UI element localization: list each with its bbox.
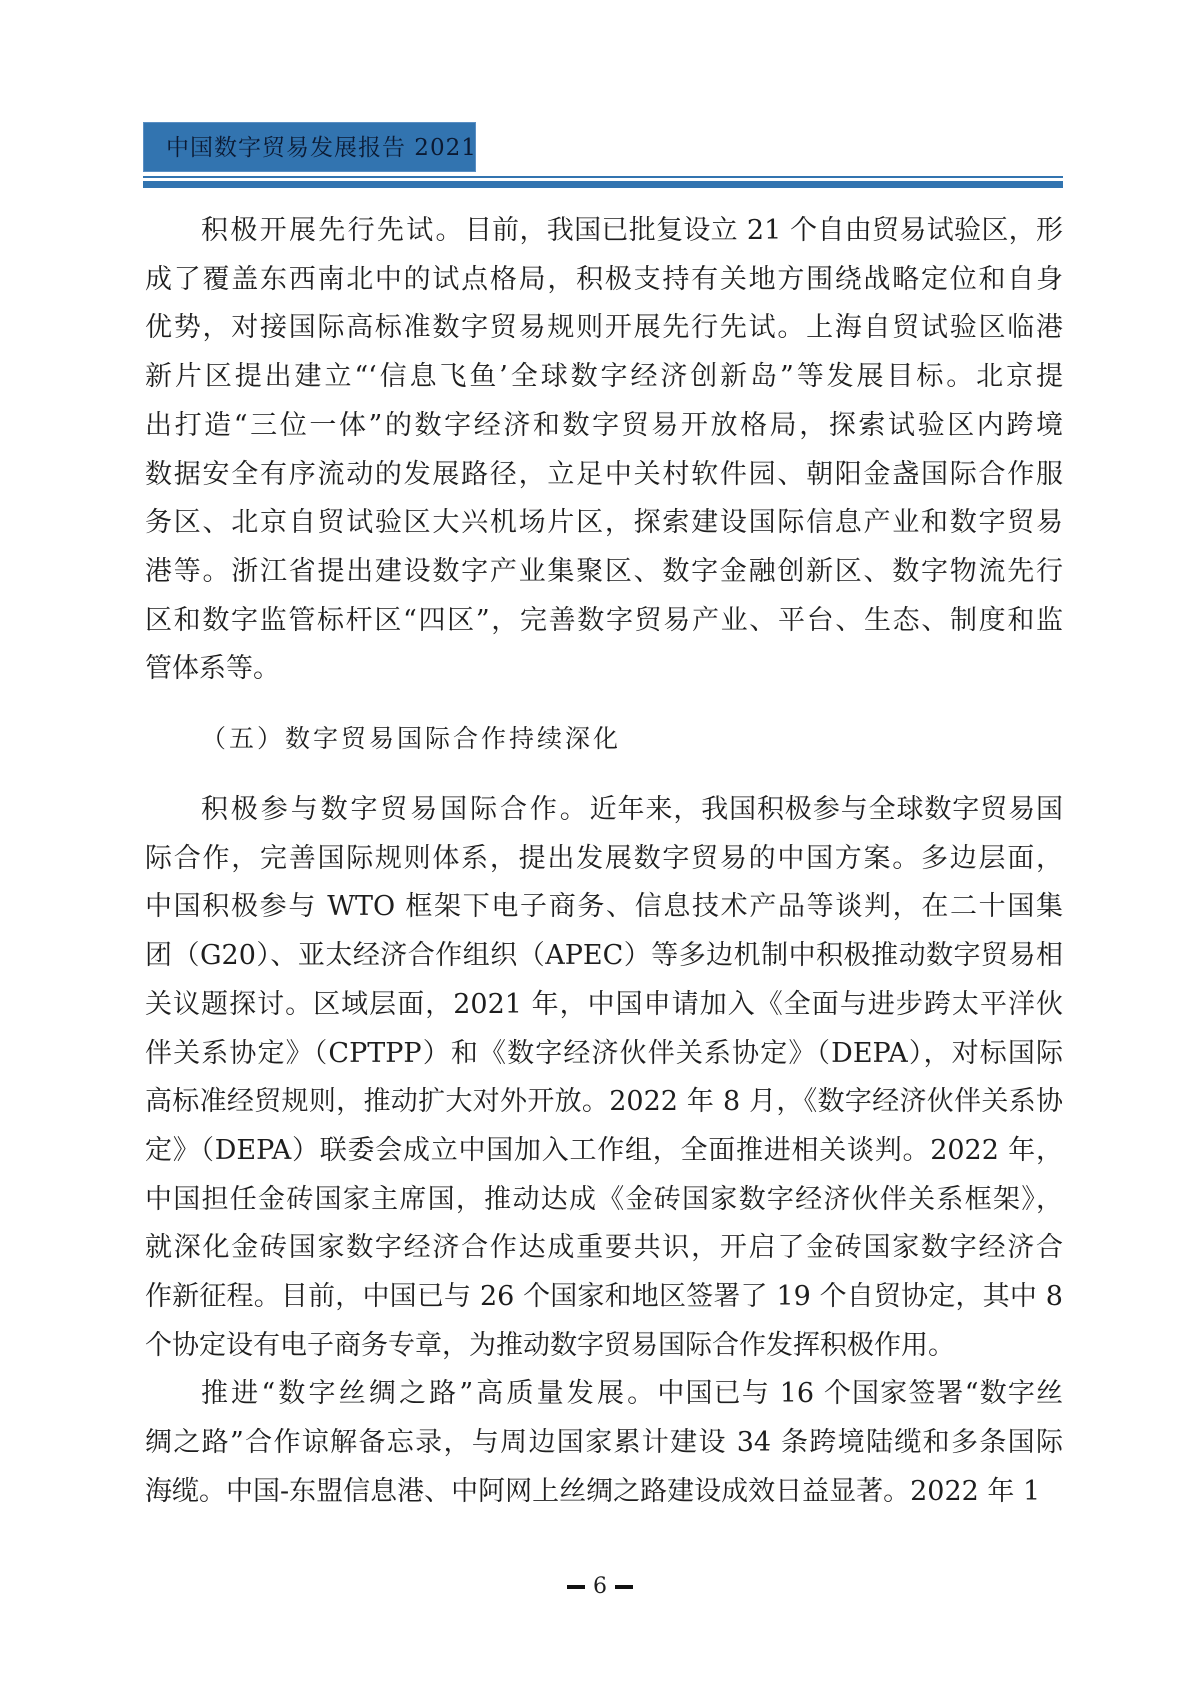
section-heading: （五）数字贸易国际合作持续深化 [201, 724, 622, 753]
text-line [145, 1082, 1063, 1122]
line-text: 个协定设有电子商务专章，为推动数字贸易国际合作发挥积极作用。 [145, 1329, 955, 1361]
paragraph-lead: 积极开展先行先试。 [201, 215, 465, 246]
text-line [145, 503, 1063, 543]
line-text: 就深化金砖国家数字经济合作达成重要共识，开启了金砖国家数字经济合 [145, 1232, 1063, 1264]
paragraph-lead: 积极参与数字贸易国际合作。 [201, 794, 590, 825]
line-text: 团（G20）、亚太经济合作组织（APEC）等多边机制中积极推动数字贸易相 [145, 940, 1063, 972]
text-line [145, 357, 1063, 397]
line-text: 数据安全有序流动的发展路径，立足中关村软件园、朝阳金盏国际合作服 [145, 458, 1063, 490]
text-line [145, 308, 1063, 348]
line-text: 伴关系协定》（CPTPP）和《数字经济伙伴关系协定》（DEPA），对标国际 [145, 1037, 1063, 1069]
text-line [145, 406, 1063, 446]
text-line [145, 790, 1063, 830]
line-text: 作新征程。目前，中国已与 26 个国家和地区签署了 19 个自贸协定，其中 8 [145, 1281, 1063, 1312]
line-text: 务区、北京自贸试验区大兴机场片区，探索建设国际信息产业和数字贸易 [145, 507, 1063, 539]
text-line [145, 260, 1063, 300]
text-line [145, 985, 1063, 1025]
line-text: 中国积极参与 WTO 框架下电子商务、信息技术产品等谈判，在二十国集 [145, 891, 1063, 923]
line-text: 高标准经贸规则，推动扩大对外开放。2022 年 8 月，《数字经济伙伴关系协 [145, 1086, 1063, 1118]
line-text: 新片区提出建立“‘信息飞鱼’全球数字经济创新岛”等发展目标。北京提 [145, 361, 1063, 393]
line-text: 目前，我国已批复设立 21 个自由贸易试验区，形 [464, 215, 1063, 246]
header-rule-thin [143, 176, 1063, 178]
text-line [145, 455, 1063, 495]
line-text: 海缆。中国-东盟信息港、中阿网上丝绸之路建设成效日益显著。2022 年 1 [145, 1475, 1041, 1507]
footer-dash-right [615, 1585, 633, 1589]
text-line [145, 1423, 1063, 1463]
text-line [145, 552, 1063, 592]
line-text: 近年来，我国积极参与全球数字贸易国 [589, 794, 1064, 825]
line-text: 区和数字监管标杆区“四区”，完善数字贸易产业、平台、生态、制度和监 [145, 604, 1063, 636]
text-line [145, 1326, 1063, 1366]
line-text: 绸之路”合作谅解备忘录，与周边国家累计建设 34 条跨境陆缆和多条国际 [145, 1427, 1063, 1459]
line-text: 际合作，完善国际规则体系，提出发展数字贸易的中国方案。多边层面， [145, 842, 1063, 874]
text-line [145, 1180, 1063, 1220]
text-line [145, 601, 1063, 641]
line-text: 中国已与 16 个国家签署“数字丝 [657, 1378, 1063, 1410]
line-text: 港等。浙江省提出建设数字产业集聚区、数字金融创新区、数字物流先行 [145, 555, 1063, 587]
line-text: 中国担任金砖国家主席国，推动达成《金砖国家数字经济伙伴关系框架》， [145, 1183, 1063, 1215]
paragraph-lead: 推进“数字丝绸之路”高质量发展。 [201, 1378, 658, 1410]
text-line [145, 839, 1063, 879]
header-rule-thick [143, 181, 1063, 188]
text-line [145, 1034, 1063, 1074]
report-title: 中国数字贸易发展报告 2021 [166, 135, 477, 161]
text-line [145, 1472, 1063, 1512]
page-number: 6 [593, 1574, 607, 1599]
text-line [145, 649, 1063, 689]
text-line [145, 936, 1063, 976]
header-title-box [143, 122, 476, 172]
line-text: 优势，对接国际高标准数字贸易规则开展先行先试。上海自贸试验区临港 [145, 312, 1063, 344]
line-text: 关议题探讨。区域层面，2021 年，中国申请加入《全面与进步跨太平洋伙 [145, 988, 1063, 1020]
text-line [145, 887, 1063, 927]
line-text: 出打造“三位一体”的数字经济和数字贸易开放格局，探索试验区内跨境 [145, 409, 1063, 441]
line-text: 管体系等。 [145, 653, 280, 685]
text-line [145, 1228, 1063, 1268]
text-line [145, 1131, 1063, 1171]
line-text: 成了覆盖东西南北中的试点格局，积极支持有关地方围绕战略定位和自身 [145, 263, 1063, 295]
page-footer [0, 1570, 1200, 1604]
text-line [145, 211, 1063, 251]
text-line [145, 1277, 1063, 1317]
line-text: 定》（DEPA）联委会成立中国加入工作组，全面推进相关谈判。2022 年， [145, 1134, 1063, 1166]
text-line [145, 1374, 1063, 1414]
footer-dash-left [567, 1585, 585, 1589]
